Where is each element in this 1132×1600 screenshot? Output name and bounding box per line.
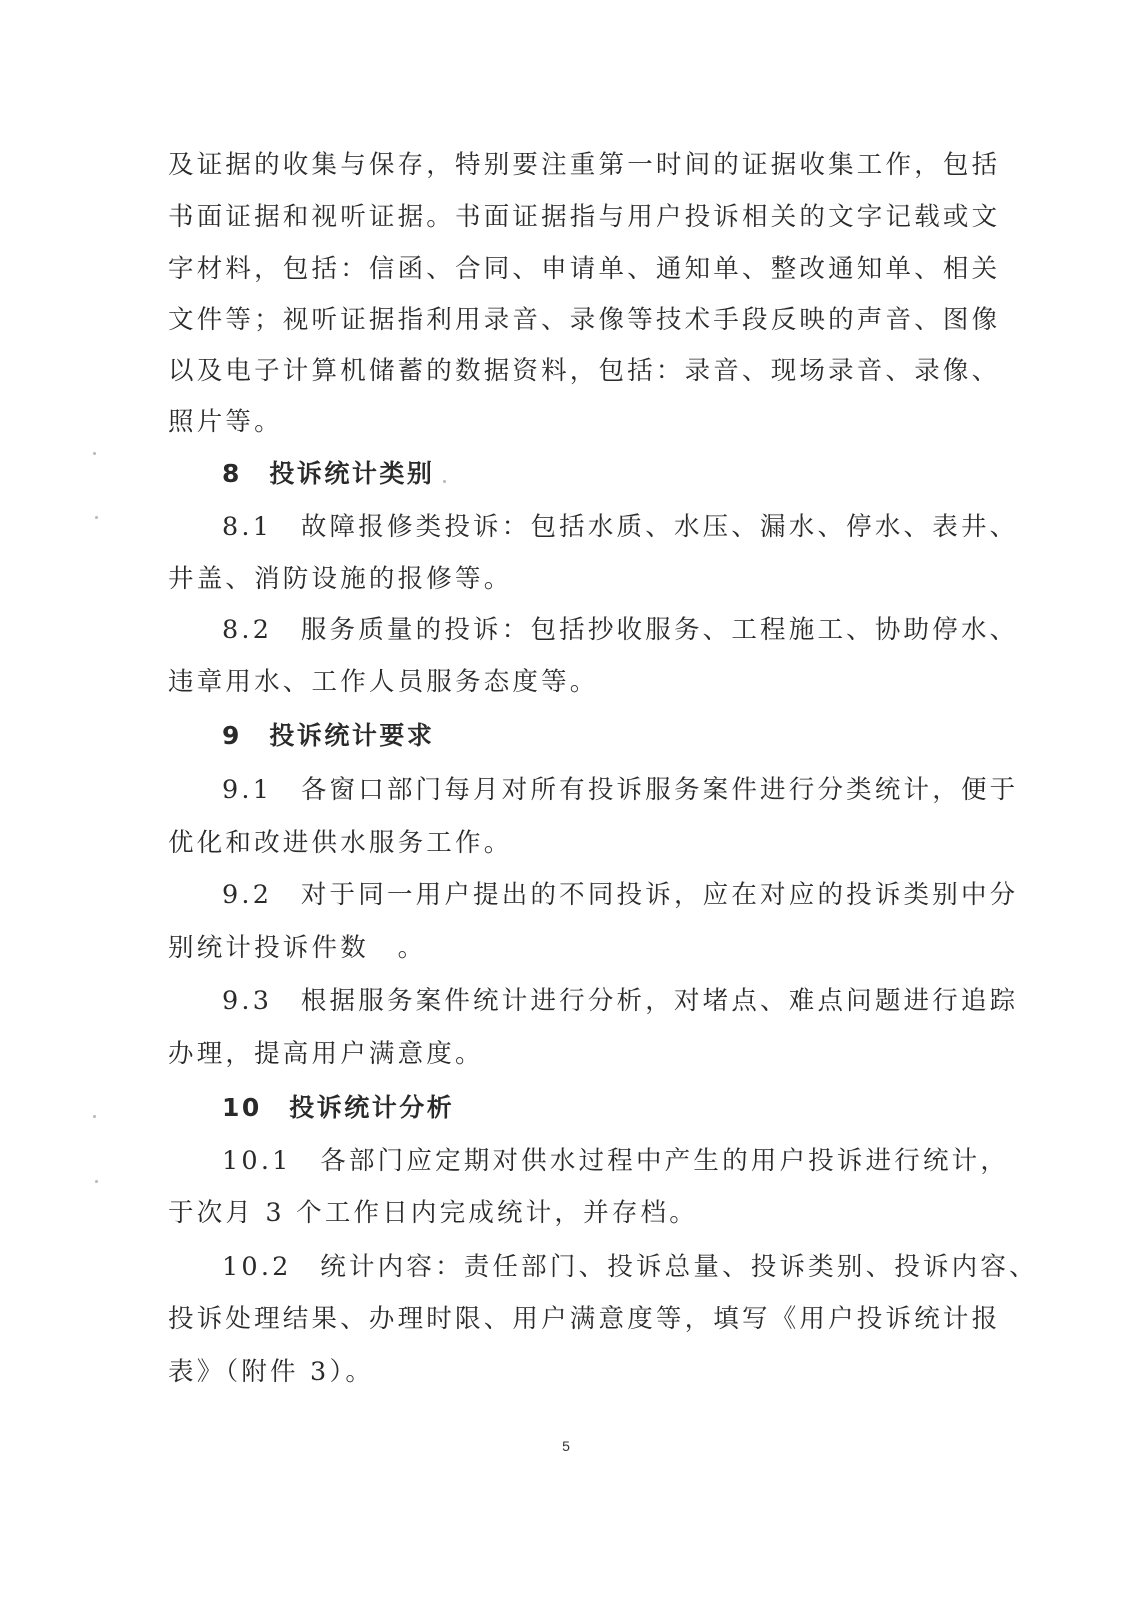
section-9-heading: 9 投诉统计要求: [222, 721, 435, 750]
item-9-2-line-2: 别统计投诉件数 。: [168, 933, 427, 963]
item-10-1-line-2: 于次月 3 个工作日内完成统计，并存档。: [168, 1198, 698, 1228]
item-10-2-line-1: 10.2 统计内容：责任部门、投诉总量、投诉类别、投诉内容、: [222, 1252, 1038, 1282]
scan-speck: [93, 1115, 96, 1118]
paragraph-line: 及证据的收集与保存，特别要注重第一时间的证据收集工作，包括: [168, 150, 1001, 180]
item-9-3-line-1: 9.3 根据服务案件统计进行分析，对堵点、难点问题进行追踪: [222, 986, 1019, 1016]
scan-speck: [93, 452, 96, 455]
item-10-1-line-1: 10.1 各部门应定期对供水过程中产生的用户投诉进行统计，: [222, 1146, 1010, 1176]
scan-speck: [95, 1180, 98, 1183]
paragraph-line: 文件等；视听证据指利用录音、录像等技术手段反映的声音、图像: [168, 305, 1001, 335]
page-number: 5: [562, 1438, 570, 1454]
paragraph-line: 字材料，包括：信函、合同、申请单、通知单、整改通知单、相关: [168, 254, 1001, 284]
section-10-heading: 10 投诉统计分析: [222, 1093, 455, 1122]
paragraph-line: 照片等。: [168, 407, 283, 437]
item-8-2-line-2: 违章用水、工作人员服务态度等。: [168, 667, 599, 697]
item-9-3-line-2: 办理，提高用户满意度。: [168, 1039, 484, 1069]
item-8-1-line-2: 井盖、消防设施的报修等。: [168, 564, 513, 594]
item-9-1-line-1: 9.1 各窗口部门每月对所有投诉服务案件进行分类统计，便于: [222, 775, 1019, 805]
item-9-1-line-2: 优化和改进供水服务工作。: [168, 828, 513, 858]
scan-speck: [95, 516, 98, 519]
section-8-heading: 8 投诉统计类别: [222, 459, 435, 488]
item-8-1-line-1: 8.1 故障报修类投诉：包括水质、水压、漏水、停水、表井、: [222, 512, 1019, 542]
scan-speck: [443, 480, 446, 483]
item-9-2-line-1: 9.2 对于同一用户提出的不同投诉，应在对应的投诉类别中分: [222, 880, 1019, 910]
paragraph-line: 书面证据和视听证据。书面证据指与用户投诉相关的文字记载或文: [168, 202, 1001, 232]
item-10-2-line-3: 表》（附件 3）。: [168, 1357, 375, 1387]
item-10-2-line-2: 投诉处理结果、办理时限、用户满意度等，填写《用户投诉统计报: [168, 1304, 1001, 1334]
paragraph-line: 以及电子计算机储蓄的数据资料，包括：录音、现场录音、录像、: [168, 356, 1001, 386]
item-8-2-line-1: 8.2 服务质量的投诉：包括抄收服务、工程施工、协助停水、: [222, 615, 1019, 645]
